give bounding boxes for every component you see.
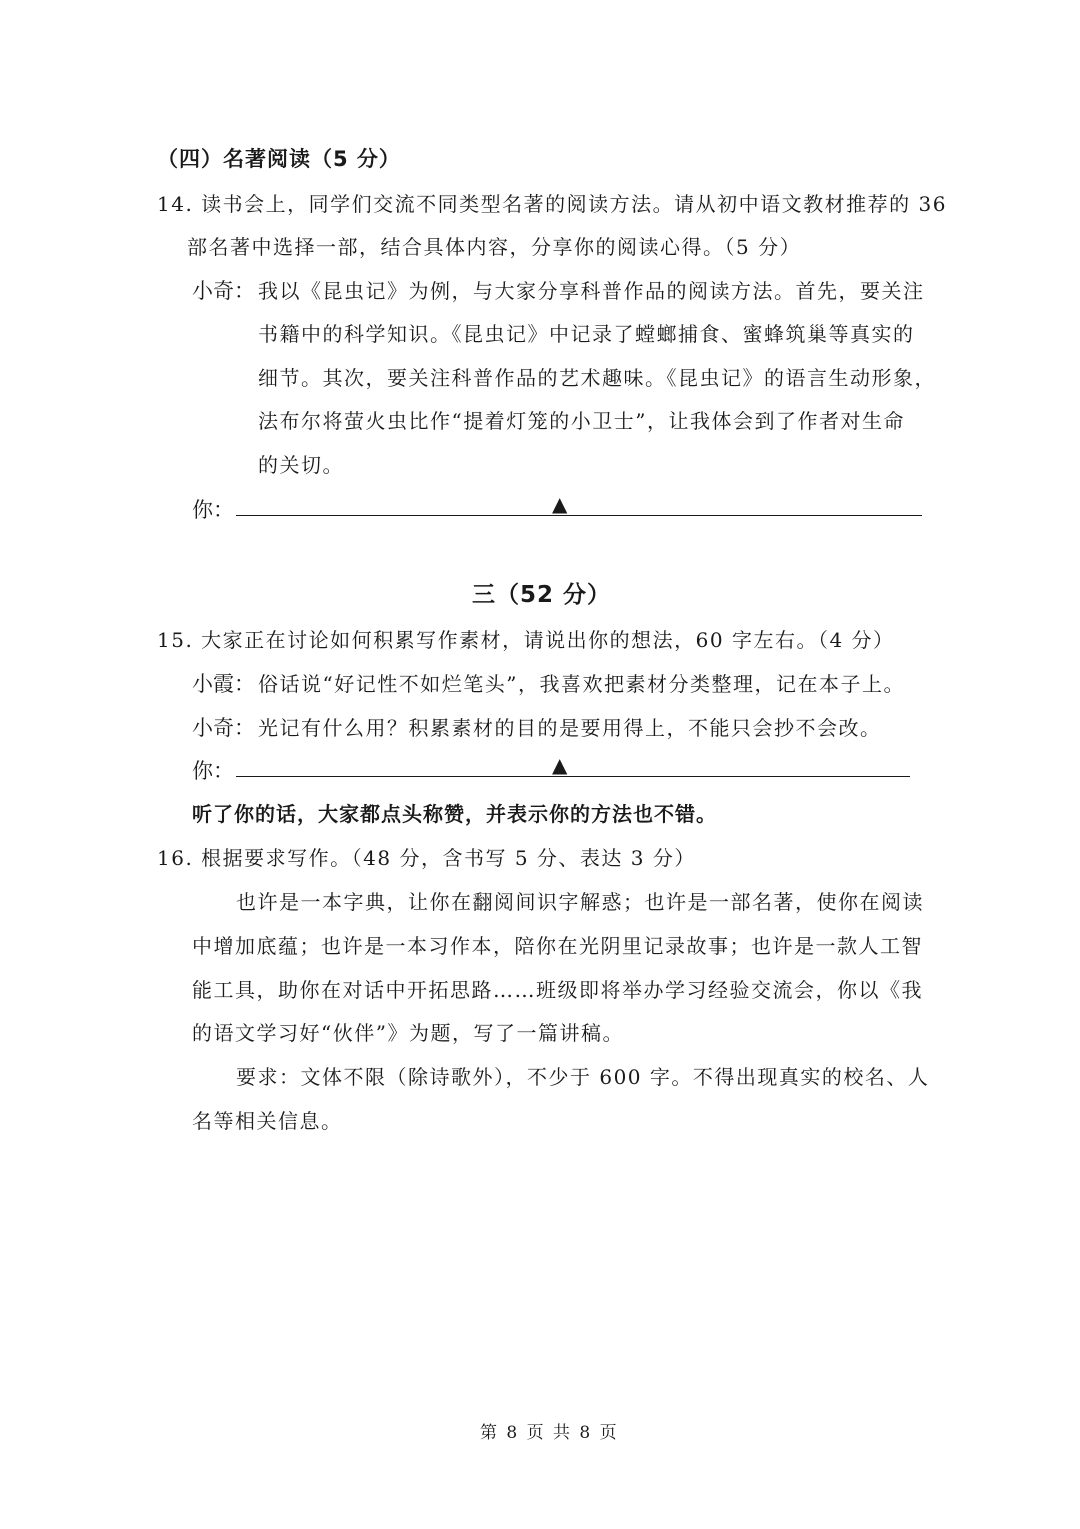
q15-speaker-xiaoqi: 小奇：: [192, 716, 255, 740]
q14-xiaoqi-line: 的关切。: [258, 453, 344, 477]
q14-xiaoqi-line: 细节。其次，要关注科普作品的艺术趣味。《昆虫记》的语言生动形象，: [258, 366, 936, 390]
q14-stem-line2: 部名著中选择一部，结合具体内容，分享你的阅读心得。（5 分）: [187, 235, 802, 259]
q15-answer-triangle-icon: ▲: [552, 753, 568, 777]
q16-requirement-line: 要求：文体不限（除诗歌外），不少于 600 字。不得出现真实的校名、人: [236, 1065, 930, 1089]
q16-prompt-line: 中增加底蕴；也许是一本习作本，陪你在光阴里记录故事；也许是一款人工智: [192, 934, 923, 958]
q15-answer-line[interactable]: [236, 776, 910, 777]
part-heading: 三（52 分）: [472, 582, 612, 608]
q16-prompt-line: 能工具，助你在对话中开拓思路……班级即将举办学习经验交流会，你以《我: [192, 978, 923, 1002]
page-number: 第 8 页 共 8 页: [480, 1423, 619, 1443]
q14-xiaoqi-line: 书籍中的科学知识。《昆虫记》中记录了螳螂捕食、蜜蜂筑巢等真实的: [258, 322, 915, 346]
q15-stem: 15. 大家正在讨论如何积累写作素材，请说出你的想法，60 字左右。（4 分）: [157, 628, 895, 652]
q15-conclusion: 听了你的话，大家都点头称赞，并表示你的方法也不错。: [192, 802, 717, 826]
q16-requirement-line: 名等相关信息。: [192, 1109, 343, 1133]
q14-answer-line[interactable]: [236, 515, 922, 516]
q14-speaker-xiaoqi: 小奇：: [192, 279, 255, 303]
section-heading-reading: （四）名著阅读（5 分）: [157, 147, 401, 171]
q15-speaker-you: 你：: [192, 759, 234, 783]
q15-speaker-xiaoxia: 小霞：: [192, 672, 255, 696]
q16-stem: 16. 根据要求写作。（48 分，含书写 5 分、表达 3 分）: [157, 846, 696, 870]
q15-xiaoqi-text: 光记有什么用？积累素材的目的是要用得上，不能只会抄不会改。: [258, 716, 882, 740]
q15-xiaoxia-text: 俗话说“好记性不如烂笔头”，我喜欢把素材分类整理，记在本子上。: [258, 672, 905, 696]
q16-prompt-line: 也许是一本字典，让你在翻阅间识字解惑；也许是一部名著，使你在阅读: [236, 890, 924, 914]
q14-stem-line1: 14. 读书会上，同学们交流不同类型名著的阅读方法。请从初中语文教材推荐的 36: [157, 192, 947, 216]
q14-xiaoqi-line: 我以《昆虫记》为例，与大家分享科普作品的阅读方法。首先，要关注: [258, 279, 925, 303]
q16-prompt-line: 的语文学习好“伙伴”》为题，写了一篇讲稿。: [192, 1021, 624, 1045]
q14-answer-triangle-icon: ▲: [552, 492, 568, 516]
q14-xiaoqi-line: 法布尔将萤火虫比作“提着灯笼的小卫士”，让我体会到了作者对生命: [258, 409, 905, 433]
q14-speaker-you: 你：: [192, 498, 234, 522]
